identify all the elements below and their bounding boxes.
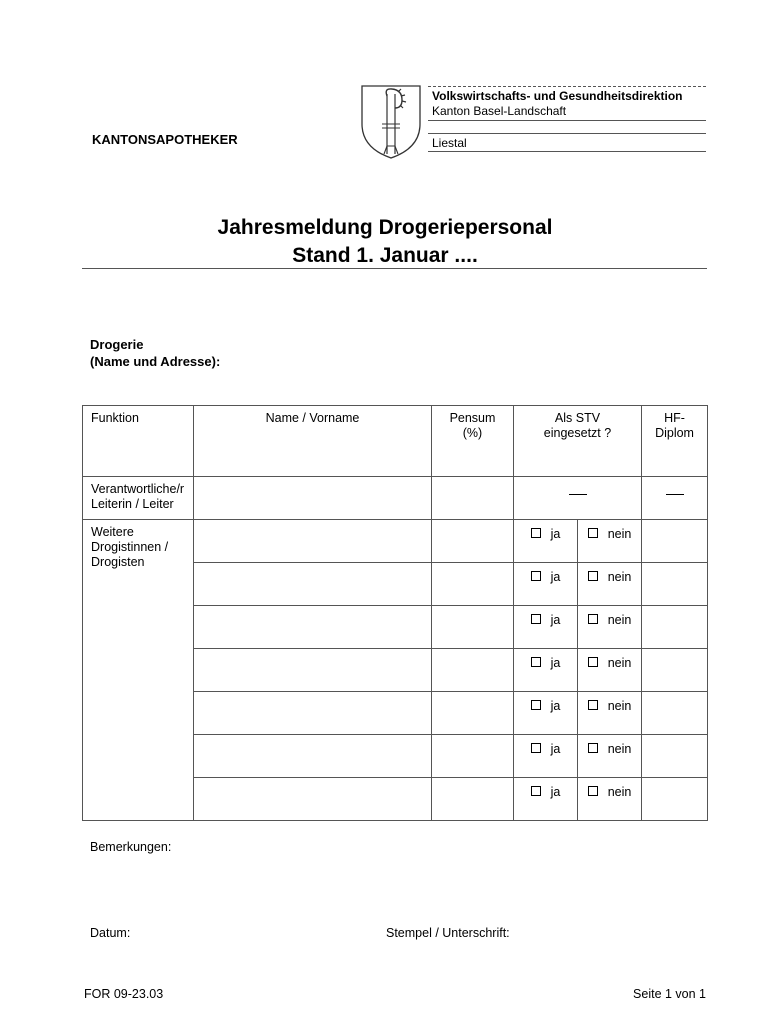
table-header-row	[83, 406, 708, 477]
office-label: KANTONSAPOTHEKER	[92, 132, 238, 147]
hf-field[interactable]	[642, 735, 708, 778]
hf-field[interactable]	[642, 520, 708, 563]
drogerie-label: Drogerie	[90, 337, 144, 352]
table-row-leader	[83, 477, 708, 520]
leader-hf-field[interactable]	[642, 477, 708, 520]
stv-ja-checkbox[interactable]: ja	[514, 692, 578, 735]
table-row	[83, 520, 708, 563]
hf-field[interactable]	[642, 649, 708, 692]
stv-nein-checkbox[interactable]: nein	[578, 692, 642, 735]
stv-ja-checkbox[interactable]: ja	[514, 606, 578, 649]
header-name: Name / Vorname	[194, 406, 432, 477]
stv-nein-checkbox[interactable]: nein	[578, 735, 642, 778]
pensum-field[interactable]	[432, 606, 514, 649]
bemerkungen-label: Bemerkungen:	[90, 840, 172, 854]
datum-label: Datum:	[90, 926, 131, 940]
pensum-field[interactable]	[432, 520, 514, 563]
crest-icon	[360, 84, 422, 160]
stv-ja-checkbox[interactable]: ja	[514, 520, 578, 563]
header-rule-3	[428, 151, 706, 152]
stv-nein-checkbox[interactable]: nein	[578, 520, 642, 563]
pensum-field[interactable]	[432, 778, 514, 821]
others-label: Weitere Drogistinnen / Drogisten	[83, 520, 194, 821]
canton-name: Kanton Basel-Landschaft	[432, 104, 567, 118]
stv-ja-checkbox[interactable]: ja	[514, 649, 578, 692]
hf-field[interactable]	[642, 606, 708, 649]
name-field[interactable]	[194, 735, 432, 778]
name-field[interactable]	[194, 606, 432, 649]
name-field[interactable]	[194, 520, 432, 563]
header-stv: Als STV eingesetzt ?	[514, 406, 642, 477]
department-name: Volkswirtschafts- und Gesundheitsdirektion	[432, 89, 683, 103]
stv-ja-checkbox[interactable]: ja	[514, 563, 578, 606]
name-field[interactable]	[194, 692, 432, 735]
header-funktion: Funktion	[83, 406, 194, 477]
header-rule-1	[428, 120, 706, 121]
hf-field[interactable]	[642, 692, 708, 735]
stv-nein-checkbox[interactable]: nein	[578, 563, 642, 606]
hf-field[interactable]	[642, 778, 708, 821]
stempel-label: Stempel / Unterschrift:	[386, 926, 510, 940]
form-code: FOR 09-23.03	[84, 987, 164, 1001]
hf-field[interactable]	[642, 563, 708, 606]
pensum-field[interactable]	[432, 692, 514, 735]
header-rule-2	[428, 133, 706, 134]
pensum-field[interactable]	[432, 649, 514, 692]
name-field[interactable]	[194, 778, 432, 821]
page-title: Jahresmeldung Drogeriepersonal	[217, 216, 553, 239]
leader-name-field[interactable]	[194, 477, 432, 520]
header-pensum: Pensum (%)	[432, 406, 514, 477]
header-top-rule	[428, 86, 706, 87]
leader-label: Verantwortliche/r Leiterin / Leiter	[83, 477, 194, 520]
pensum-field[interactable]	[432, 563, 514, 606]
leader-stv-field[interactable]	[514, 477, 642, 520]
name-field[interactable]	[194, 563, 432, 606]
title-rule	[82, 268, 707, 269]
stv-nein-checkbox[interactable]: nein	[578, 606, 642, 649]
stv-ja-checkbox[interactable]: ja	[514, 778, 578, 821]
stv-nein-checkbox[interactable]: nein	[578, 778, 642, 821]
staff-table	[82, 405, 708, 821]
stv-nein-checkbox[interactable]: nein	[578, 649, 642, 692]
name-field[interactable]	[194, 649, 432, 692]
drogerie-address-label: (Name und Adresse):	[90, 354, 221, 369]
city-name: Liestal	[432, 136, 467, 150]
header-hf-diplom: HF- Diplom	[642, 406, 708, 477]
leader-pensum-field[interactable]	[432, 477, 514, 520]
page-number: Seite 1 von 1	[633, 987, 706, 1001]
stv-ja-checkbox[interactable]: ja	[514, 735, 578, 778]
pensum-field[interactable]	[432, 735, 514, 778]
page-subtitle: Stand 1. Januar ....	[292, 244, 478, 267]
